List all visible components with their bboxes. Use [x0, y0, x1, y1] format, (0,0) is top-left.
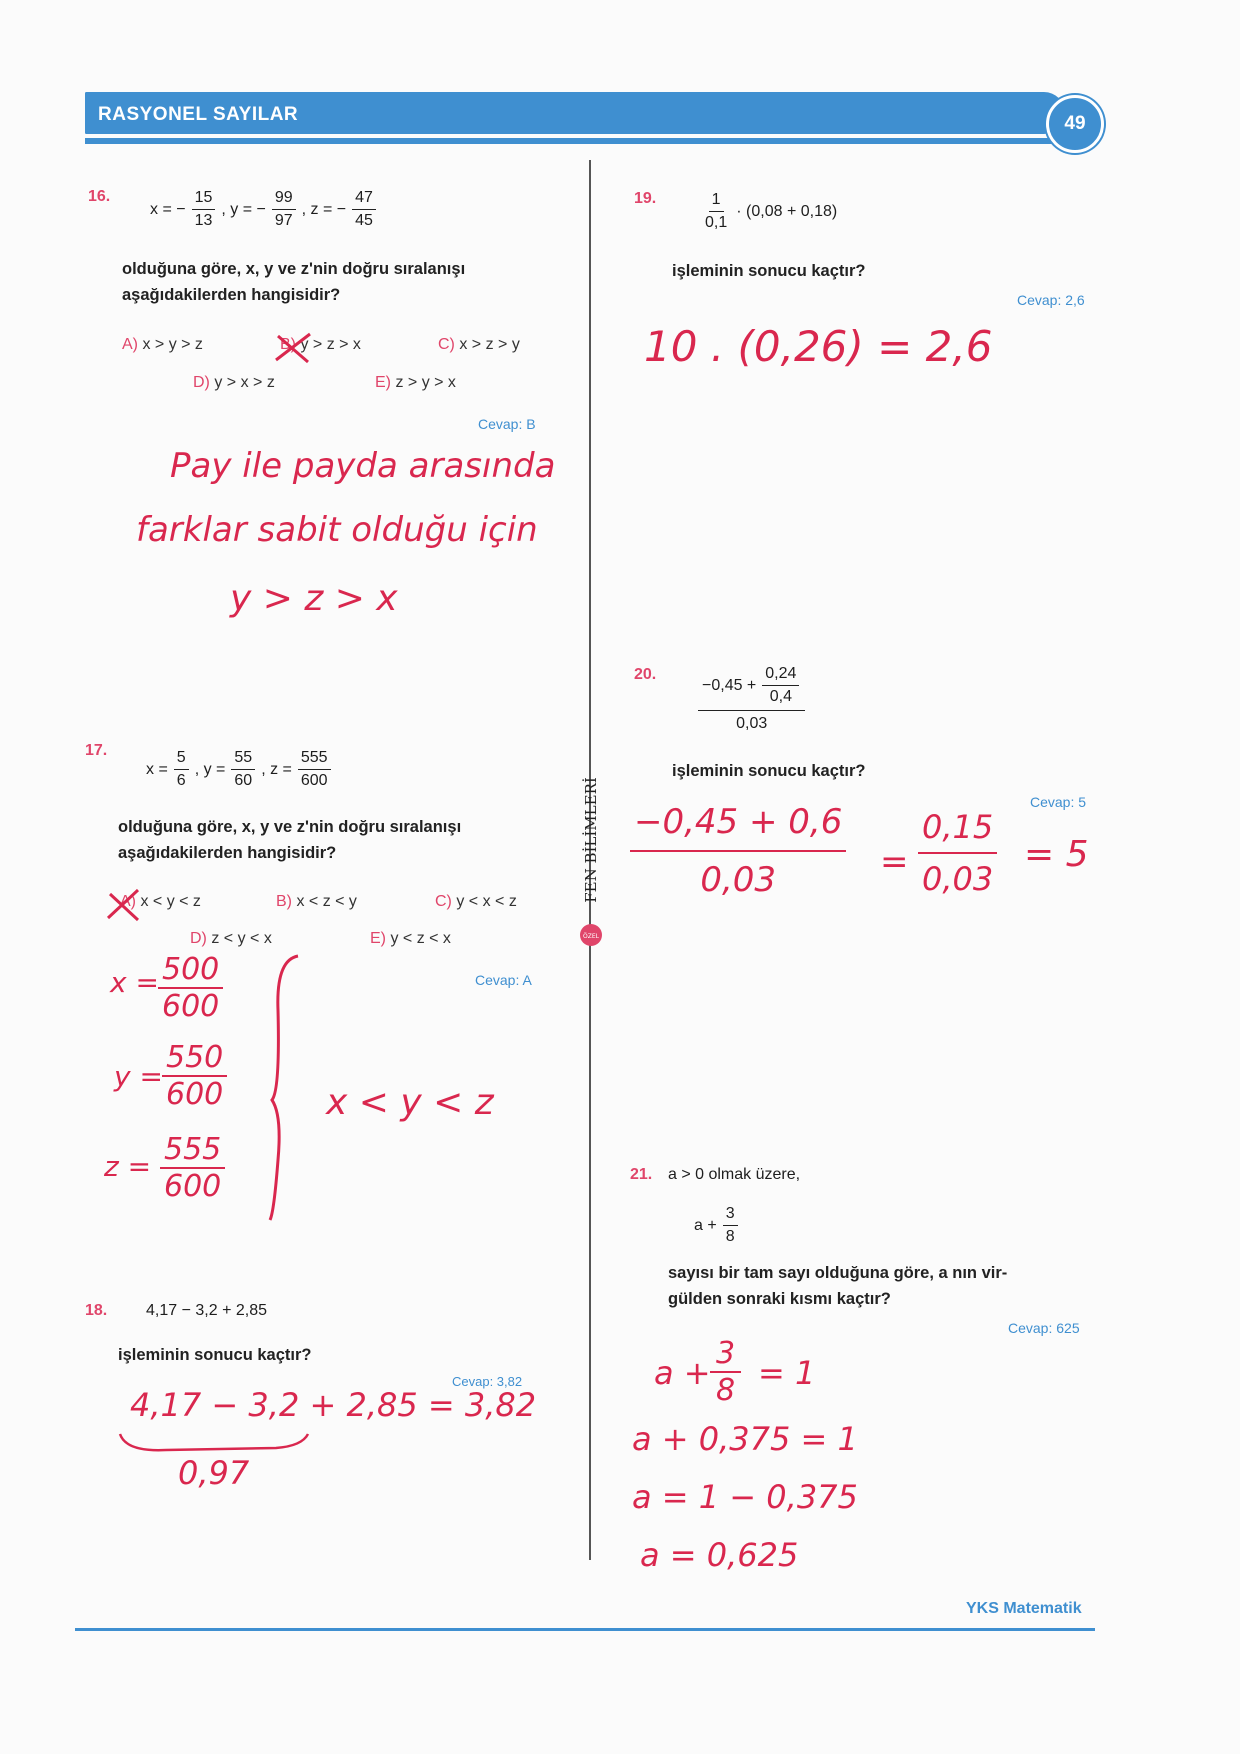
- q17-hw-result: x < y < z: [326, 1082, 494, 1123]
- q21-hw-line2: a + 0,375 = 1: [632, 1420, 858, 1458]
- question-number: 21.: [630, 1166, 653, 1183]
- q16-option-d[interactable]: D) y > x > z: [193, 374, 275, 391]
- question-number: 17.: [85, 742, 108, 759]
- q21-intro: a > 0 olmak üzere,: [668, 1166, 801, 1183]
- q17-option-a[interactable]: A) x < y < z: [120, 893, 201, 910]
- q17-hw-y-label: y =: [114, 1060, 163, 1093]
- q17-option-e[interactable]: E) y < z < x: [370, 930, 451, 947]
- q16-handwriting-result: y > z > x: [230, 578, 398, 619]
- q16-x-label: x = −: [150, 200, 186, 218]
- q16-option-a[interactable]: A) x > y > z: [122, 336, 203, 353]
- page-number-badge: 49: [1046, 95, 1104, 153]
- q17-hw-x-label: x =: [110, 966, 159, 999]
- q16-handwriting-line1: Pay ile payda arasında: [170, 446, 556, 486]
- q21-frac-den: 8: [725, 1228, 735, 1245]
- q18-text: işleminin sonucu kaçtır?: [118, 1346, 312, 1364]
- q16-cross-mark-icon: [272, 330, 316, 366]
- q21-expr-a: a +: [694, 1216, 717, 1234]
- question-number: 18.: [85, 1302, 108, 1319]
- q20-answer-key: Cevap: 5: [1030, 794, 1087, 810]
- q20-inner-num: 0,24: [762, 664, 799, 686]
- q17-x-den: 6: [176, 772, 186, 789]
- q21-text-line1: sayısı bir tam sayı olduğuna göre, a nın vir-: [668, 1264, 1008, 1282]
- q17-brace-icon: [262, 950, 312, 1230]
- footer-label: YKS Matematik: [966, 1600, 1082, 1617]
- section-title: RASYONEL SAYILAR: [98, 104, 299, 125]
- q16-text-line2: aşağıdakilerden hangisidir?: [122, 286, 341, 304]
- q17-hw-z-fraction: 555 600: [160, 1132, 225, 1204]
- q17-option-b[interactable]: B) x < z < y: [276, 893, 357, 910]
- q20-hw-fraction2: 0,15 0,03: [918, 808, 997, 898]
- q16-y-label: , y = −: [221, 200, 266, 218]
- q16-answer-key: Cevap: B: [478, 416, 536, 432]
- q17-hw-y-fraction: 550 600: [162, 1040, 227, 1112]
- q21-frac-num: 3: [723, 1204, 738, 1226]
- q21-answer-key: Cevap: 625: [1008, 1320, 1080, 1336]
- q18-handwriting-line1: 4,17 − 3,2 + 2,85 = 3,82: [130, 1386, 537, 1424]
- q21-hw-line3: a = 1 − 0,375: [632, 1478, 858, 1516]
- q16-y-num: 99: [272, 188, 296, 210]
- q17-z-num: 555: [298, 748, 331, 770]
- q18-handwriting-line2: 0,97: [178, 1454, 250, 1492]
- q20-expression: [698, 664, 805, 733]
- publisher-badge-text: ÖZEL: [583, 933, 599, 940]
- question-number: 19.: [634, 190, 657, 207]
- q20-text: işleminin sonucu kaçtır?: [672, 762, 866, 780]
- q16-z-den: 45: [355, 212, 373, 229]
- publisher-logo: [578, 720, 604, 950]
- q17-answer-key: Cevap: A: [475, 972, 532, 988]
- q19-frac-num: 1: [709, 190, 724, 212]
- q17-hw-x-fraction: 500 600: [158, 952, 223, 1024]
- q17-hw-z-label: z =: [104, 1150, 152, 1183]
- q17-z-label: , z =: [261, 760, 292, 778]
- q19-frac-den: 0,1: [705, 214, 728, 231]
- q21-expression: [694, 1204, 740, 1247]
- q16-y-den: 97: [274, 212, 293, 229]
- q20-top-term: −0,45 +: [702, 676, 757, 694]
- q16-option-e[interactable]: E) z > y > x: [375, 374, 456, 391]
- q20-denominator: 0,03: [736, 715, 768, 732]
- q18-answer-key: Cevap: 3,82: [452, 1374, 523, 1389]
- q19-expr-rest: · (0,08 + 0,18): [736, 202, 838, 220]
- q21-hw-fraction: 3 8: [710, 1336, 741, 1408]
- q16-text-line1: olduğuna göre, x, y ve z'nin doğru sıralanışı: [122, 260, 466, 278]
- q19-handwriting: 10 . (0,26) = 2,6: [644, 322, 993, 371]
- q16-option-c[interactable]: C) x > z > y: [438, 336, 520, 353]
- q20-hw-result: = 5: [1024, 834, 1089, 875]
- q20-hw-fraction1: −0,45 + 0,6 0,03: [630, 802, 846, 900]
- q17-y-num: 55: [231, 748, 255, 770]
- q19-answer-key: Cevap: 2,6: [1017, 292, 1085, 308]
- q16-z-label: , z = −: [301, 200, 347, 218]
- q16-z-num: 47: [352, 188, 376, 210]
- q21-text-line2: gülden sonraki kısmı kaçtır?: [668, 1290, 891, 1308]
- q17-y-den: 60: [234, 772, 253, 789]
- q17-y-label: , y =: [194, 760, 226, 778]
- q17-option-d[interactable]: D) z < y < x: [190, 930, 272, 947]
- q17-x-label: x =: [146, 760, 168, 778]
- q19-text: işleminin sonucu kaçtır?: [672, 262, 866, 280]
- q17-cross-mark-icon: [104, 886, 144, 924]
- question-number: 16.: [88, 188, 111, 205]
- q21-hw-line1-a: a +: [654, 1354, 711, 1392]
- q20-hw-equals: =: [880, 842, 909, 882]
- q16-expression: [150, 188, 378, 231]
- q16-x-num: 15: [192, 188, 216, 210]
- q17-option-c[interactable]: C) y < x < z: [435, 893, 517, 910]
- publisher-logo-text: FEN BİLİMLERİ: [582, 777, 600, 903]
- q17-x-num: 5: [174, 748, 189, 770]
- q18-expression: 4,17 − 3,2 + 2,85: [146, 1302, 267, 1319]
- header-underline: [85, 138, 1070, 144]
- q17-z-den: 600: [300, 772, 328, 789]
- q16-option-b[interactable]: B) y > z > x: [280, 336, 361, 353]
- footer-line: [75, 1628, 1095, 1631]
- q17-text-line2: aşağıdakilerden hangisidir?: [118, 844, 337, 862]
- q17-expression: [146, 748, 333, 791]
- q17-text-line1: olduğuna göre, x, y ve z'nin doğru sıralanışı: [118, 818, 462, 836]
- question-number: 20.: [634, 666, 657, 683]
- q16-handwriting-line2: farklar sabit olduğu için: [136, 510, 538, 550]
- q16-x-den: 13: [194, 212, 213, 229]
- q21-hw-line1-result: = 1: [758, 1354, 816, 1392]
- q19-expression: [700, 190, 837, 233]
- q20-inner-den: 0,4: [769, 688, 792, 705]
- q21-hw-line4: a = 0,625: [640, 1536, 799, 1574]
